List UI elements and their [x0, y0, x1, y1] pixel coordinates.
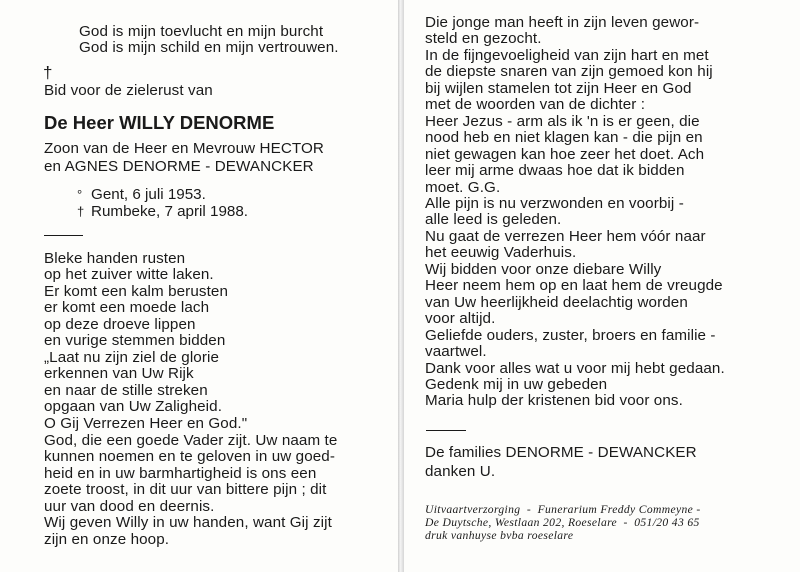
prayer-line: God, die een goede Vader zijt. Uw naam te	[44, 432, 338, 449]
memorial-line: vaartwel.	[425, 343, 487, 361]
poem	[44, 251, 247, 432]
families-thanks: danken U.	[425, 463, 496, 480]
printer-line: De Duytsche, Westlaan 202, Roeselare - 051/20 43 65	[425, 516, 700, 529]
printer-line: Uitvaartverzorging - Funerarium Freddy Commeyne -	[425, 503, 701, 516]
memorial-line: Heer Jezus - arm als ik 'n is er geen, die	[425, 112, 700, 130]
memorial-line: niet gewagen kan hoe zeer het doet. Ach	[425, 145, 705, 163]
memorial-line: Dank voor alles wat u voor mij hebt gedaan.	[425, 359, 725, 377]
poem-line: opgaan van Uw Zaligheid.	[44, 398, 223, 416]
opening-line: God is mijn schild en mijn vertrouwen.	[79, 39, 339, 57]
deceased-name: WILLY DENORME	[119, 112, 275, 133]
cross-icon: †	[43, 63, 53, 82]
families-line: De families DENORME - DEWANCKER	[425, 444, 697, 461]
parents-line: Zoon van de Heer en Mevrouw HECTOR	[44, 140, 324, 157]
death-text: Rumbeke, 7 april 1988.	[91, 202, 249, 220]
parents-line: en AGNES DENORME - DEWANCKER	[44, 158, 314, 175]
poem-line: Er komt een kalm berusten	[44, 282, 228, 300]
poem-line: er komt een moede lach	[44, 299, 210, 317]
memorial-line: Alle pijn is nu verzwonden en voorbij -	[425, 194, 684, 212]
prayer-line: zoete troost, in dit uur van bittere pijn ; dit	[44, 481, 327, 499]
closing-prayer	[44, 433, 337, 548]
deceased-name-heading	[44, 113, 274, 133]
memorial-line: leer mij arme dwaas hoe dat ik bidden	[425, 162, 685, 180]
memorial-line: Maria hulp der kristenen bid voor ons.	[425, 392, 683, 410]
prayer-line: uur van dood en deernis.	[44, 497, 215, 515]
prayer-line: Wij geven Willy in uw handen, want Gij zijt	[44, 514, 332, 532]
prayer-line: zijn en onze hoop.	[44, 530, 170, 548]
divider	[426, 430, 466, 431]
memorial-line: nood heb en niet klagen kan - die pijn en	[425, 129, 703, 147]
poem-line: op het zuiver witte laken.	[44, 266, 214, 284]
memorial-line: bij wijlen stamelen tot zijn Heer en God	[425, 79, 692, 97]
life-dates	[77, 186, 249, 220]
memorial-line: moet. G.G.	[425, 178, 501, 196]
poem-line: „Laat nu zijn ziel de glorie	[44, 348, 220, 366]
memorial-line: Geliefde ouders, zuster, broers en familie -	[425, 326, 716, 344]
prayer-line: kunnen noemen en te geloven in uw goed-	[44, 448, 335, 466]
poem-line: Bleke handen rusten	[44, 250, 186, 267]
memorial-line: de diepste snaren van zijn gemoed kon hij	[425, 63, 713, 81]
death-marker-icon: †	[77, 203, 85, 219]
poem-line: en vurige stemmen bidden	[44, 332, 226, 350]
memorial-line: voor altijd.	[425, 310, 496, 328]
birth-marker-icon: °	[77, 187, 83, 202]
death-line	[77, 202, 249, 221]
memorial-line: met de woorden van de dichter :	[425, 96, 646, 114]
opening-verse	[79, 24, 339, 57]
printer-line: druk vanhuyse bvba roeselare	[425, 529, 574, 542]
memorial-line: Wij bidden voor onze diebare Willy	[425, 260, 662, 278]
prayer-line: heid en in uw barmhartigheid is ons een	[44, 464, 317, 482]
memorial-text	[425, 15, 725, 410]
memorial-line: In de fijngevoeligheid van zijn hart en met	[425, 46, 709, 64]
poem-line: en naar de stille streken	[44, 381, 208, 399]
memorial-line: Heer neem hem op en laat hem de vreugde	[425, 277, 723, 295]
memorial-line: alle leed is geleden.	[425, 211, 562, 229]
memorial-line: Die jonge man heeft in zijn leven gewor-	[425, 14, 700, 31]
divider	[44, 235, 83, 236]
poem-line: erkennen van Uw Rijk	[44, 365, 194, 383]
deceased-prefix: De Heer	[44, 112, 120, 133]
left-card-panel	[0, 0, 398, 572]
memorial-line: van Uw heerlijkheid deelachtig worden	[425, 293, 688, 311]
memorial-line: Gedenk mij in uw gebeden	[425, 375, 608, 393]
prayer-request: Bid voor de zielerust van	[44, 82, 213, 99]
poem-line: O Gij Verrezen Heer en God."	[44, 414, 248, 432]
memorial-line: het eeuwig Vaderhuis.	[425, 244, 577, 262]
opening-line: God is mijn toevlucht en mijn burcht	[79, 23, 324, 40]
poem-line: op deze droeve lippen	[44, 315, 196, 333]
right-card-panel	[404, 0, 800, 572]
memorial-line: Nu gaat de verrezen Heer hem vóór naar	[425, 227, 706, 245]
birth-line	[77, 186, 248, 204]
memorial-line: steld en gezocht.	[425, 30, 542, 48]
birth-text: Gent, 6 juli 1953.	[91, 186, 206, 203]
